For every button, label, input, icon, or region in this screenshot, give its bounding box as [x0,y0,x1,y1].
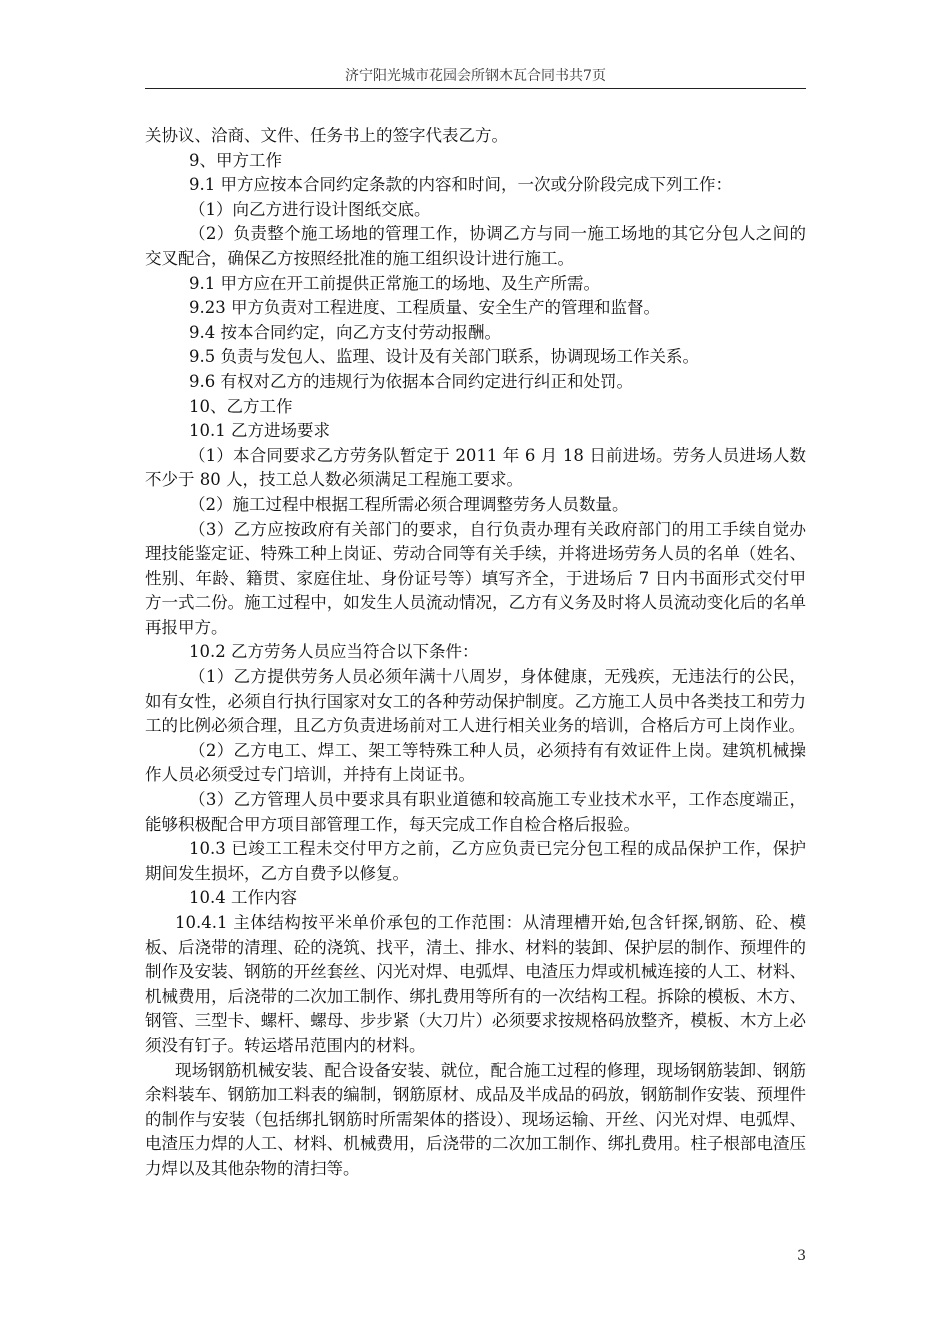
section-heading: 10、乙方工作 [189,396,293,416]
paragraph: （3）乙方应按政府有关部门的要求，自行负责办理有关政府部门的用工手续自觉办理技能鉴定证、特殊工种上岗证、劳动合同等有关手续，并将进场劳务人员的名单（姓名、性别、年龄、籍贯、家庭住址、身份证号等）填写齐全，于进场后 7 日内书面形式交付甲方一式二份。施工过程中，如发生人员流动情况，乙方有义务及时将人员流动变化后的名单再报甲方。 [145,519,806,637]
paragraph: 9.6 有权对乙方的违规行为依据本合同约定进行纠正和处罚。 [189,371,633,391]
document-body [145,124,806,1182]
subsection-heading: 10.4 工作内容 [189,888,297,908]
paragraph: （2）乙方电工、焊工、架工等特殊工种人员，必须持有有效证件上岗。建筑机械操作人员必须受过专门培训，并持有上岗证书。 [145,740,806,785]
paragraph: （1）本合同要求乙方劳务队暂定于 2011 年 6 月 18 日前进场。劳务人员进场人数不少于 80 人，技工总人数必须满足工程施工要求。 [145,445,806,490]
header-divider [145,88,806,89]
paragraph: 9.23 甲方负责对工程进度、工程质量、安全生产的管理和监督。 [189,298,660,318]
paragraph: 9.1 甲方应在开工前提供正常施工的场地、及生产所需。 [189,273,600,293]
paragraph: 9.5 负责与发包人、监理、设计及有关部门联系，协调现场工作关系。 [189,347,699,367]
paragraph: （3）乙方管理人员中要求具有职业道德和较高施工专业技术水平，工作态度端正，能够积极配合甲方项目部管理工作，每天完成工作自检合格后报验。 [145,790,806,834]
paragraph: 9.1 甲方应按本合同约定条款的内容和时间，一次或分阶段完成下列工作： [189,175,732,195]
paragraph: （2）负责整个施工场地的管理工作，协调乙方与同一施工场地的其它分包人之间的交叉配合，确保乙方按照经批准的施工组织设计进行施工。 [145,224,806,268]
paragraph: （2）施工过程中根据工程所需必须合理调整劳务人员数量。 [189,494,629,514]
paragraph: （1）向乙方进行设计图纸交底。 [189,199,431,219]
paragraph: 10.4.1 主体结构按平米单价承包的工作范围：从清理槽开始,包含钎探,钢筋、砼、模板、后浇带的清理、砼的浇筑、找平，清土、排水、材料的装卸、保护层的制作、预埋件的制作及安装、钢筋的开丝套丝、闪光对焊、电弧焊、电渣压力焊或机械连接的人工、材料、机械费用，后浇带的二次加工制作、绑扎费用等所有的一次结构工程。拆除的模板、木方、钢管、三型卡、螺杆、螺母、步步紧（大刀片）必须要求按规格码放整齐，模板、木方上必须没有钉子。转运塔吊范围内的材料。 [145,913,806,1055]
paragraph: 10.3 已竣工工程未交付甲方之前，乙方应负责已完分包工程的成品保护工作，保护期间发生损坏，乙方自费予以修复。 [145,839,806,883]
page-header-title: 济宁阳光城市花园会所钢木瓦合同书共7页 [345,68,606,84]
paragraph: 9.4 按本合同约定，向乙方支付劳动报酬。 [189,322,501,342]
section-heading: 9、甲方工作 [189,150,282,170]
subsection-heading: 10.2 乙方劳务人员应当符合以下条件： [189,642,479,662]
paragraph: 关协议、洽商、文件、任务书上的签字代表乙方。 [145,126,508,145]
subsection-heading: 10.1 乙方进场要求 [189,421,330,441]
page-number: 3 [797,1248,806,1264]
paragraph: 现场钢筋机械安装、配合设备安装、就位，配合施工过程的修理，现场钢筋装卸、钢筋余料装车、钢筋加工料表的编制，钢筋原材、成品及半成品的码放，钢筋制作安装、预埋件的制作与安装（包括绑扎钢筋时所需架体的搭设）、现场运输、开丝、闪光对焊、电弧焊、电渣压力焊的人工、材料、机械费用，后浇带的二次加工制作、绑扎费用。柱子根部电渣压力焊以及其他杂物的清扫等。 [145,1060,806,1178]
paragraph: （1）乙方提供劳务人员必须年满十八周岁，身体健康，无残疾，无违法行的公民，如有女性，必须自行执行国家对女工的各种劳动保护制度。乙方施工人员中各类技工和劳力工的比例必须合理，且乙方负责进场前对工人进行相关业务的培训，合格后方可上岗作业。 [145,667,806,736]
